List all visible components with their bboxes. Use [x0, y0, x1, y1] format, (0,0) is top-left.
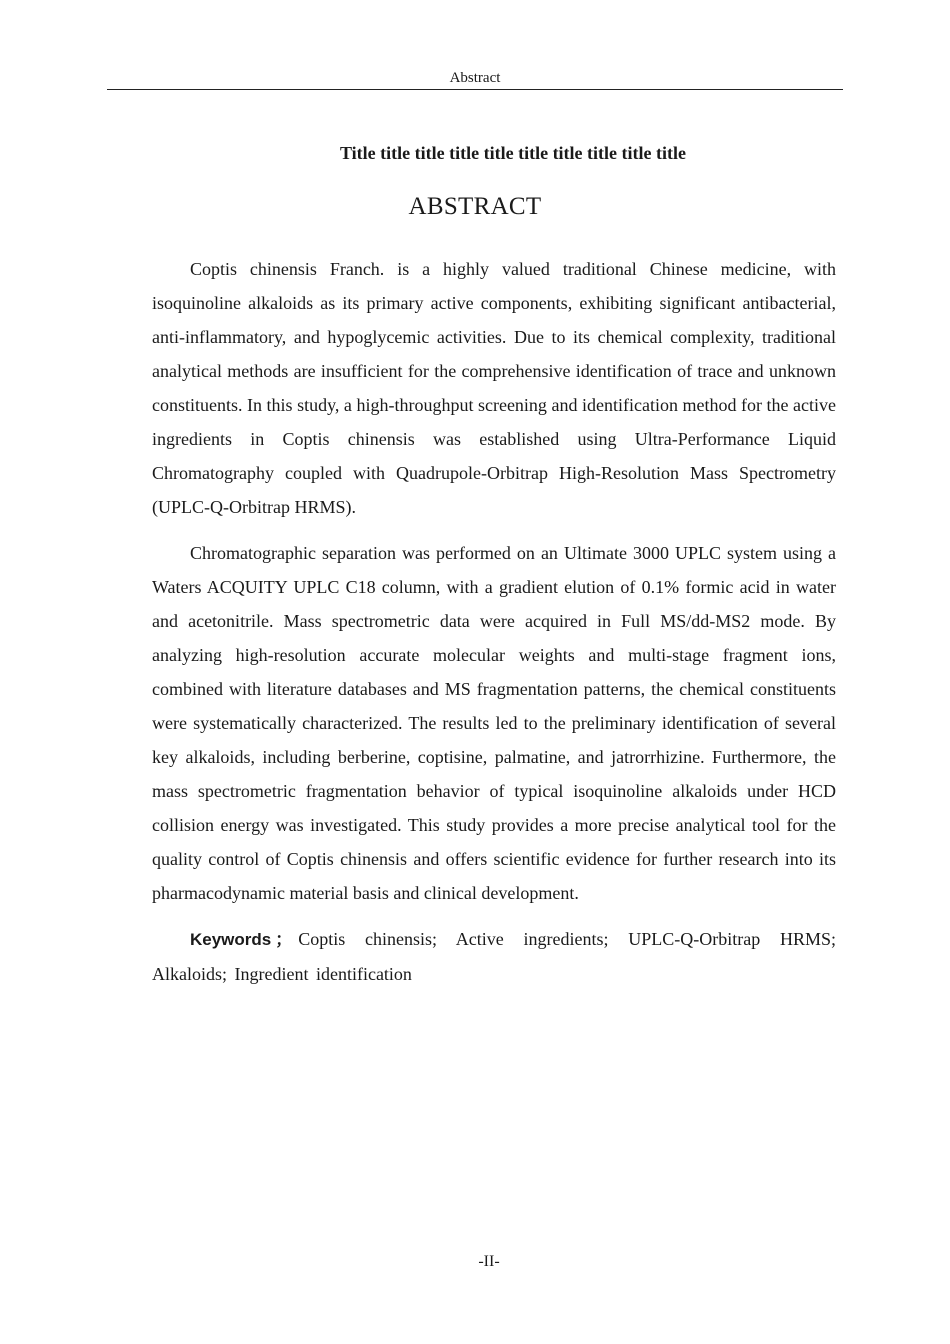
abstract-paragraph-2: Chromatographic separation was performed on an Ultimate 3000 UPLC system using a Waters ACQUITY UPLC C18 column, with a gradient elution of 0.1% formic acid in water and acetonitrile. Mass spectrometric data were acquired in Full MS/dd-MS2 mode. By analyzing high-resolution accurate molecular weights and multi-stage fragment ions, combined with literature databases and MS fragmentation patterns, the chemical constituents were systematically characterized. The results led to the preliminary identification of several key alkaloids, including berberine, coptisine, palmatine, and jatrorrhizine. Furthermore, the mass spectrometric fragmentation behavior of typical isoquinoline alkaloids under HCD collision energy was investigated. This study provides a more precise analytical tool for the quality control of Coptis chinensis and offers scientific evidence for further research into its pharmacodynamic material basis and clinical development.: [152, 543, 836, 903]
keywords-label: Keywords: [190, 930, 272, 949]
abstract-paragraph-1: Coptis chinensis Franch. is a highly valued traditional Chinese medicine, with isoquinoline alkaloids as its primary active components, exhibiting significant antibacterial, anti-inflammatory, and hypoglycemic activities. Due to its chemical complexity, traditional analytical methods are insufficient for the comprehensive identification of trace and unknown constituents. In this study, a high-throughput screening and identification method for the active ingredients in Coptis chinensis was established using Ultra-Performance Liquid Chromatography coupled with Quadrupole-Orbitrap High-Resolution Mass Spectrometry (UPLC-Q-Orbitrap HRMS).: [152, 259, 836, 517]
keywords-separator: ；: [275, 930, 293, 949]
running-header: [107, 69, 843, 90]
thesis-title: Title title title title title title title title title title: [340, 143, 686, 163]
abstract-heading: ABSTRACT: [408, 193, 542, 220]
running-header-title: Abstract: [449, 70, 501, 86]
keywords-text: Coptis chinensis; Active ingredients; UPLC-Q-Orbitrap HRMS; Alkaloids; Ingredient identification: [152, 929, 836, 984]
keywords-line: [152, 922, 836, 991]
page-number: -II-: [478, 1253, 500, 1270]
abstract-body: [152, 252, 836, 991]
